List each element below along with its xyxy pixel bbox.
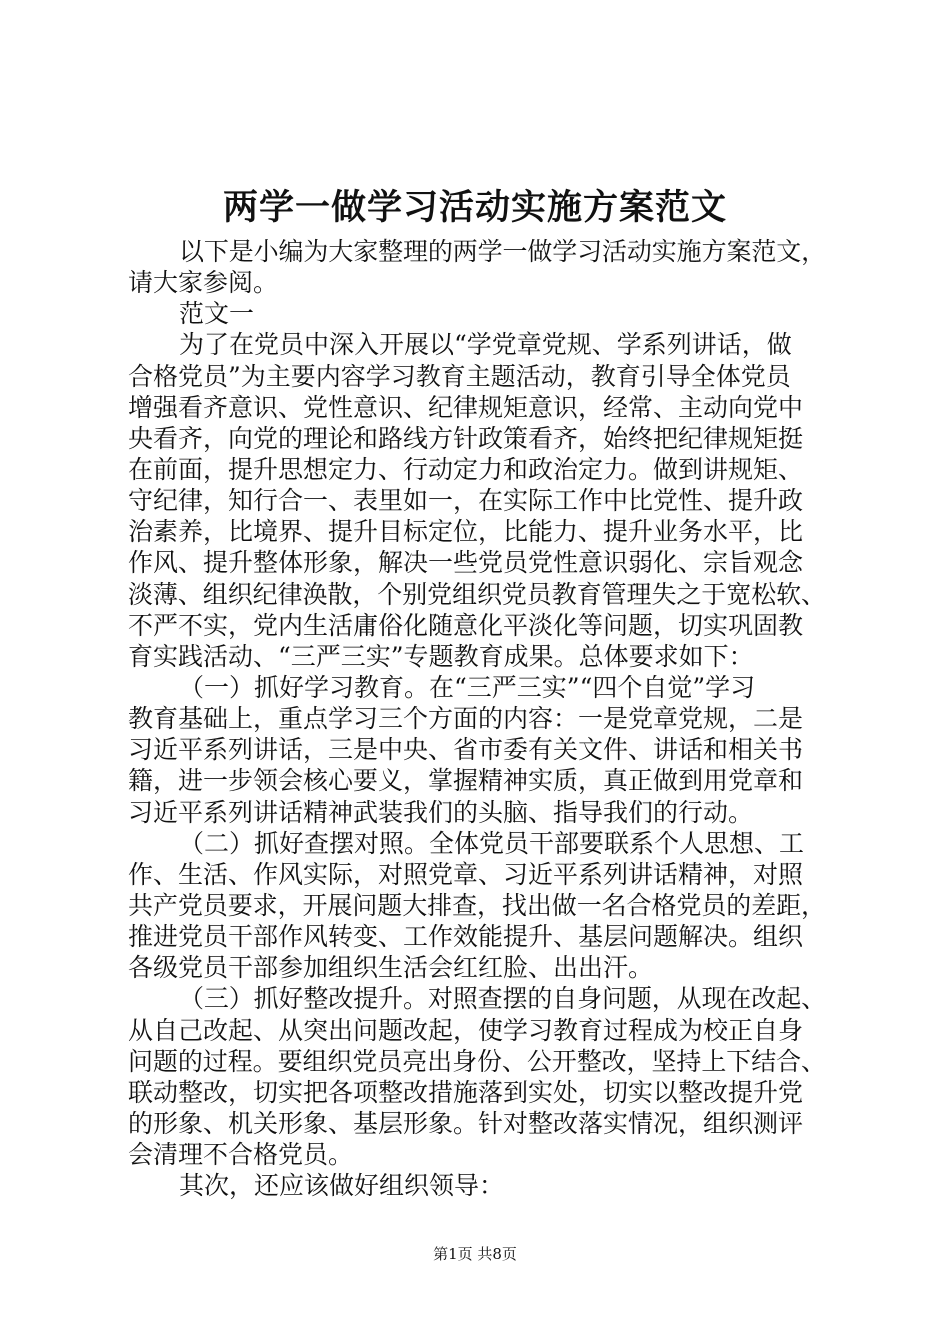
text-line: 范文一 — [179, 299, 255, 329]
text-line: 在前面，提升思想定力、行动定力和政治定力。做到讲规矩、 — [128, 454, 804, 484]
text-line: 联动整改，切实把各项整改措施落到实处，切实以整改提升党 — [128, 1077, 804, 1107]
text-line: （一）抓好学习教育。在“三严三实”“四个自觉”学习 — [179, 672, 756, 702]
text-line: 推进党员干部作风转变、工作效能提升、基层问题解决。组织 — [128, 922, 804, 952]
text-line: 会清理不合格党员。 — [128, 1140, 354, 1170]
text-line: 育实践活动、“三严三实”专题教育成果。总体要求如下： — [128, 641, 754, 671]
text-line: （二）抓好查摆对照。全体党员干部要联系个人思想、工 — [179, 828, 805, 858]
text-line: 共产党员要求，开展问题大排查，找出做一名合格党员的差距， — [128, 890, 826, 920]
document-body — [128, 236, 826, 1201]
text-line: 从自己改起、从突出问题改起，使学习教育过程成为校正自身 — [128, 1015, 804, 1045]
document-title: 两学一做学习活动实施方案范文 — [222, 187, 727, 228]
text-line: 央看齐，向党的理论和路线方针政策看齐，始终把纪律规矩挺 — [128, 423, 804, 453]
text-line: 请大家参阅。 — [128, 268, 279, 298]
text-line: 习近平系列讲话，三是中央、省市委有关文件、讲话和相关书 — [128, 735, 804, 765]
text-line: （三）抓好整改提升。对照查摆的自身问题，从现在改起、 — [179, 984, 826, 1014]
page-number: 第1页 共8页 — [433, 1245, 517, 1263]
text-line: 教育基础上，重点学习三个方面的内容：一是党章党规，二是 — [128, 704, 804, 734]
text-line: 治素养，比境界、提升目标定位，比能力、提升业务水平，比 — [128, 517, 804, 547]
text-line: 习近平系列讲话精神武装我们的头脑、指导我们的行动。 — [128, 797, 754, 827]
text-line: 为了在党员中深入开展以“学党章党规、学系列讲话，做 — [179, 330, 792, 360]
text-line: 的形象、机关形象、基层形象。针对整改落实情况，组织测评 — [128, 1108, 804, 1138]
text-line: 作风、提升整体形象，解决一些党员党性意识弱化、宗旨观念 — [128, 548, 804, 578]
text-line: 籍，进一步领会核心要义，掌握精神实质，真正做到用党章和 — [128, 766, 804, 796]
text-line: 作、生活、作风实际，对照党章、习近平系列讲话精神，对照 — [128, 859, 804, 889]
text-line: 各级党员干部参加组织生活会红红脸、出出汗。 — [128, 953, 654, 983]
text-line: 不严不实，党内生活庸俗化随意化平淡化等问题，切实巩固教 — [128, 610, 804, 640]
text-line: 淡薄、组织纪律涣散，个别党组织党员教育管理失之于宽松软、 — [128, 579, 826, 609]
text-line: 问题的过程。要组织党员亮出身份、公开整改，坚持上下结合、 — [128, 1046, 826, 1076]
text-line: 其次，还应该做好组织领导： — [179, 1171, 505, 1201]
text-line: 增强看齐意识、党性意识、纪律规矩意识，经常、主动向党中 — [128, 392, 804, 422]
text-line: 守纪律，知行合一、表里如一，在实际工作中比党性、提升政 — [128, 486, 804, 516]
text-line: 以下是小编为大家整理的两学一做学习活动实施方案范文， — [179, 237, 826, 266]
text-line: 合格党员”为主要内容学习教育主题活动，教育引导全体党员 — [128, 361, 791, 391]
